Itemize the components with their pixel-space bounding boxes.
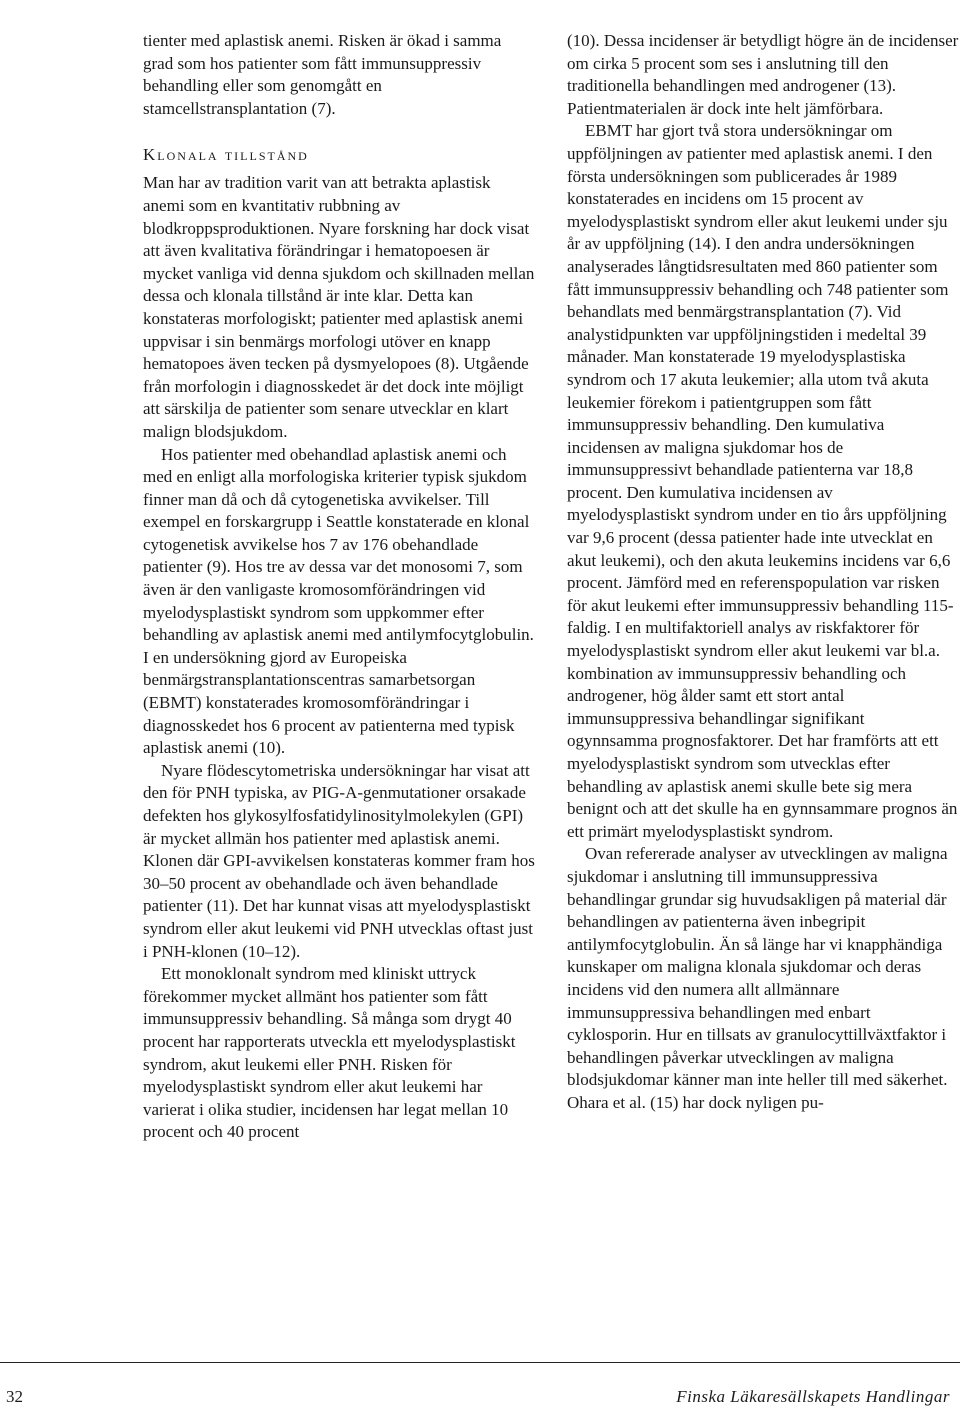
- paragraph-continuation: (10). Dessa incidenser är betydligt högre än de incidenser om cirka 5 procent som ses i anslutning till den traditionella behandlingen med androgener (13). Patientmaterialen är dock inte helt jämförbara.: [567, 31, 959, 118]
- paragraph-continuation: tienter med aplastisk anemi. Risken är ökad i samma grad som hos patienter som fått immunsuppressiv behandling eller som genomgått en stamcellstransplantation (7).: [143, 31, 502, 118]
- paragraph: Hos patienter med obehandlad aplastisk anemi och med en enligt alla morfologiska kriterier typisk sjukdom finner man då och då cytogenetiska avvikelser. Till exempel en forskargrupp i Seattle konstaterade en klonal cytogenetisk avvikelse hos 7 av 176 obehandlade patienter (9). Hos tre av dessa var det monosomi 7, som även är den vanligaste kromosomförändringen vid myelodysplastiskt syndrom som uppkommer efter behandling av aplastisk anemi med antilymfocytglobulin. I en undersökning gjord av Europeiska benmärgstransplantationscentras samarbetsorgan (EBMT) konstaterades kromosomförändringar i diagnosskedet hos 6 procent av patienterna med typisk aplastisk anemi (10).: [143, 444, 534, 758]
- paragraph: EBMT har gjort två stora undersökningar om uppföljningen av patienter med aplastisk anemi. I den första undersökningen som publicerades år 1989 konstaterades en incidens om 15 procent av myelodysplastiskt syndrom eller akut leukemi under sju år av uppföljning (14). I den andra undersökningen analyserades långtidsresultaten med 860 patienter som fått immunsuppressiv behandling och 748 patienter som behandlats med benmärgstransplantation (7). Vid analystidpunkten var uppföljningstiden i medeltal 39 månader. Man konstaterade 19 myelodysplastiska syndrom och 17 akuta leukemier; alla utom två akuta leukemier förekom i patientgruppen som fått immunsuppressiv behandling. Den kumulativa incidensen av maligna sjukdomar hos de immunsuppressivt behandlade patienterna var 18,8 procent. Den kumulativa incidensen av myelodysplastiskt syndrom under en tio års uppföljning var 9,6 procent (dessa patienter hade inte utvecklat en akut leukemi), och den akuta leukemins incidens var 6,6 procent. Jämförd med en referenspopulation var risken för akut leukemi efter immunsuppressiv behandling 115-faldig. I en multifaktoriell analys av riskfaktorer för myelodysplastiskt syndrom eller akut leukemi var bl.a. kombination av immunsuppressiv behandling och androgener, hög ålder samt ett stort antal immunsuppressiva behandlingar signifikant ogynnsamma prognosfaktorer. Det har framförts att ett myelodysplastiskt syndrom som utvecklas efter behandling av aplastisk anemi skulle bete sig mera benignt och att det skulle ha en gynnsammare prognos än ett primärt myelodysplastiskt syndrom.: [567, 121, 958, 841]
- section-heading: Klonala tillstånd: [143, 145, 309, 165]
- paragraph: Ovan refererade analyser av utvecklingen av maligna sjukdomar i anslutning till immunsuppressiva behandlingar grundar sig huvudsakligen på material där behandlingen av patienterna även inbegripit antilymfocytglobulin. Än så länge har vi knapphändiga kunskaper om maligna klonala sjukdomar och deras incidens vid den numera allt allmännare immunsuppressiva behandlingen med enbart cyklosporin. Hur en tillsats av granulocyttillväxtfaktor i behandlingen påverkar utvecklingen av maligna blodsjukdomar känner man inte heller till med säkerhet. Ohara et al. (15) har dock nyligen pu-: [567, 844, 948, 1112]
- journal-title: Finska Läkaresällskapets Handlingar: [676, 1387, 950, 1406]
- left-column: [143, 30, 535, 1144]
- paragraph: Ett monoklonalt syndrom med kliniskt uttryck förekommer mycket allmänt hos patienter som fått immunsuppressiv behandling. Så många som drygt 40 procent har rapporterats utveckla ett myelodysplastiskt syndrom, akut leukemi eller PNH. Risken för myelodysplastiskt syndrom eller akut leukemi har varierat i olika studier, incidensen har legat mellan 10 procent och 40 procent: [143, 964, 516, 1142]
- paragraph: Nyare flödescytometriska undersökningar har visat att den för PNH typiska, av PIG-A-genmutationer orsakade defekten hos glykosylfosfatidylinositylmolekylen (GPI) är mycket allmän hos patienter med aplastisk anemi. Klonen där GPI-avvikelsen konstateras kommer fram hos 30–50 procent av obehandlade och även behandlade patienter (11). Det har kunnat visas att myelodysplastiskt syndrom eller akut leukemi vid PNH utvecklas oftast just i PNH-klonen (10–12).: [143, 760, 535, 961]
- right-column: [567, 30, 959, 1115]
- paragraph: Man har av tradition varit van att betrakta aplastisk anemi som en kvantitativ rubbning av blodkroppsproduktionen. Nyare forskning har dock visat att även kvalitativa förändringar i hematopoesen är mycket vanliga vid denna sjukdom och skillnaden mellan dessa och klonala tillstånd är inte klar. Detta kan konstateras morfologiskt; patienter med aplastisk anemi uppvisar i sin benmärgs morfologi utöver en knapp hematopoes även tecken på dysmyelopoes (8). Utgående från morfologin i diagnosskedet är det dock inte möjligt att särskilja de patienter som senare utvecklar en klart malign blodsjukdom.: [143, 173, 535, 441]
- footer-divider: [0, 1362, 960, 1363]
- page-number: 32: [6, 1387, 23, 1406]
